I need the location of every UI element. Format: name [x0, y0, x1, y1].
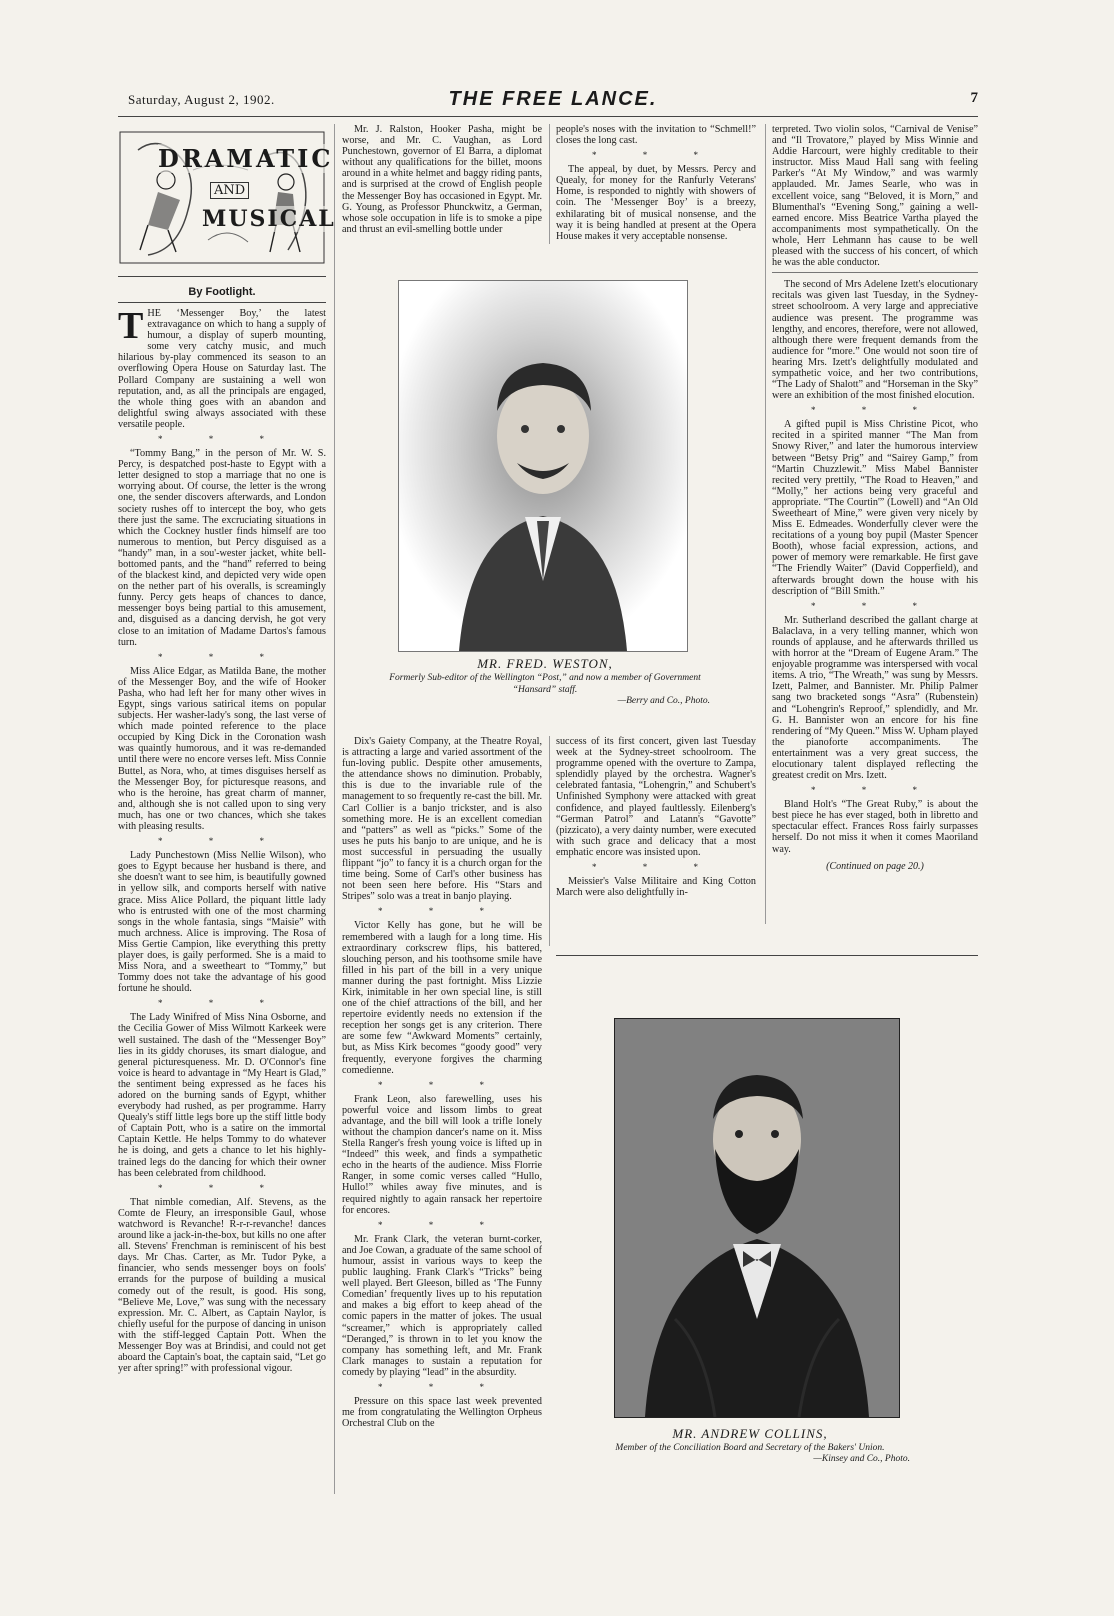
column-divider-2-bottom: [549, 736, 550, 946]
col1-paragraph-1: THE ‘Messenger Boy,’ the latest extravagance on which to hang a supply of humour, a display of superb mounting, some very catchy music, and much hilarious by-play commenced its season to an overflowing Opera House on Saturday last. The Pollard Company are sustaining a well won reputation, and, as all the principals are engaged, the whole thing goes with an abandon and delightful swing always associated with these versatile people.: [118, 308, 326, 430]
section-separator: * * *: [378, 1079, 506, 1090]
col4-rule: [772, 272, 978, 273]
col1-paragraph-4: Lady Punchestown (Miss Nellie Wilson), who goes to Egypt because her husband is there, and she doesn't want to see him, is beautifully gowned in yellow silk, and comports herself with native grace. Miss Alice Pollard, the piquant little lady who is entrusted with one of the most charming songs in the whole fantasia, sings “Maisie” with much archness. Alice is improving. The Rosa of Miss Gertie Campion, like everything this pretty player does, is gaily performed. She is a maid to Miss Nora, and a sweetheart to “Tommy,” but Tommy does not take the advantage of his good fortune he should.: [118, 850, 326, 995]
col3-paragraph-1: success of its first concert, given last Tuesday week at the Sydney-street schoolroom. The programme opened with the overture to Zampa, splendidly played by the orchestra. Wagner's celebrated fantasia, “Lohengrin,” and Schubert's Unfinished Symphony were attacked with great confidence, and played faultlessly. Eilenberg's “German Patrol” and Latann's “Gavotte” (pizzicato), a very dainty number, were executed with such grace and delicacy that a most emphatic encore was insisted upon.: [556, 736, 756, 858]
column-4: [772, 124, 978, 924]
page-number: 7: [970, 90, 978, 106]
column-2-bottom: [342, 736, 542, 1496]
section-separator: * * *: [158, 434, 286, 445]
photo2-credit: —Kinsey and Co., Photo.: [813, 1454, 910, 1464]
section-separator: * * *: [158, 998, 286, 1009]
col2-paragraph-3: Frank Leon, also farewelling, uses his powerful voice and lissom limbs to great advantage, and the bill will look a trifle lonely without the champion dancer's name on it. Miss Stella Ranger's fresh young voice is lifted up in “Indeed” this week, and finds a sympathetic echo in the hearts of the audience. Miss Florrie Ranger, in some comic verses called “Hullo, Hullo!” whiles away five minutes, and is required nightly to again ransack her repertoire for encores.: [342, 1093, 542, 1216]
issue-date: Saturday, August 2, 1902.: [128, 92, 275, 107]
column-3-top: [556, 124, 756, 244]
col1-paragraph-3: Miss Alice Edgar, as Matilda Bane, the mother of the Messenger Boy, and the wife of Hooker Pasha, who had left her for many other wives in Egypt, sings various satirical items on popular subjects. Her washer-lady's song, the last verse of which made pointed reference to the place occupied by King Dick in the Coronation wash was quaintly humorous, and it was re-demanded until there were no encore verses left. Miss Connie Buttel, as Nora, who, at times disguises herself as the Messenger Boy, for picturesque reasons, and who is the heroine, has great charm of manner, and, although she is not called upon to sing very much, has one or two chances, which she takes with pleasing results.: [118, 665, 326, 833]
col3-top-paragraph-1: people's noses with the invitation to “Schmell!” closes the long cast.: [556, 124, 756, 147]
col1-paragraph-5: The Lady Winifred of Miss Nina Osborne, and the Cecilia Gower of Miss Wilmott Karkeek were well sustained. The dash of the “Messenger Boy” lies in its giddy choruses, its smart dialogue, and general picturesqueness. Mr. D. O'Connor's fine voice is heard to advantage in “My Heart is Glad,” the sentiment being expressed as he faces his adored on the burning sands of Egypt, whither everybody had rushed, as per programme. Harry Quealy's stiff little legs bore up the stiff little body of Captain Pott, who is a satire on the immortal Captain Kettle. He helps Tommy to do whatever he is doing, and gets a chance to let his highly-trained legs do the dancing for which their owner has been celebrated from childhood.: [118, 1012, 326, 1179]
portrait-fred-weston-svg: [399, 281, 687, 651]
newspaper-title: THE FREE LANCE.: [448, 88, 658, 110]
column-3-bottom: [556, 736, 756, 946]
section-separator: * * *: [158, 1182, 286, 1193]
column-divider-3: [765, 124, 766, 924]
masthead: [128, 90, 978, 114]
portrait-andrew-collins-svg: [615, 1019, 899, 1417]
col2-paragraph-2: Victor Kelly has gone, but he will be remembered with a laugh for a long time. His extraordinary corkscrew flips, his battered, slouching person, and his toothsome smile have filled in his part of the bill in a very unique manner during the past fortnight. Miss Lizzie Kirk, inimitable in her own special line, is still one of the chief attractions of the bill, and her repertoire evidently needs no extension if the reception her songs get is any criterion. There are some few “Awkward Moments” certainly, but, as Miss Kirk becomes “goody good” very frequently, everyone forgives the charming comedienne.: [342, 920, 542, 1076]
section-rule-middle: [556, 955, 978, 956]
photo1-name: MR. FRED. WESTON,: [477, 656, 613, 671]
col2-paragraph-4: Mr. Frank Clark, the veteran burnt-corker, and Joe Cowan, a graduate of the same school of humour, assist in various ways to keep the public laughing. Frank Clark's “Tricks” being well played. Bert Gleeson, billed as ‘The Funny Comedian’ frequently lives up to his reputation and makes a big effort to keep ahead of the comic papers in the matter of jokes. The usual “screamer,” which is appropriately called “Deranged,” is thrown in to let you know the company has something left, and Mr. Frank Clark manages to sustain a reputation for comedy by playing “lead” in the absurdity.: [342, 1233, 542, 1378]
section-separator: * * *: [592, 150, 720, 161]
header-title-and: AND: [210, 182, 249, 199]
column-2-top: [342, 124, 542, 244]
drop-cap: T: [118, 308, 144, 347]
photo2-caption: [590, 1426, 910, 1464]
header-title-dramatic: DRAMATIC: [158, 144, 334, 173]
photo2-name: MR. ANDREW COLLINS,: [672, 1426, 828, 1441]
col4-paragraph-2: The second of Mrs Adelene Izett's elocutionary recitals was given last Tuesday, in the Sydney-street schoolroom. A very large and appreciative audience was present. The programme was lengthy, and encores, therefore, were not allowed, although there were frequent demands from the audience for “more.” One would not soon tire of hearing Mrs. Izett's delightfully modulated and sympathetic voice, and her two contributions, “The Lady of Shalott” and “Horseman in the Sky” were an exhibition of the most finished elocution.: [772, 279, 978, 402]
section-separator: * * *: [811, 785, 939, 796]
section-separator: * * *: [378, 1381, 506, 1392]
col4-paragraph-5: Bland Holt's “The Great Ruby,” is about the best piece he has ever staged, both in libretto and spectacular effect. Frances Ross fairly surpasses herself. Do not miss it when it comes Maoriland way.: [772, 799, 978, 855]
photo2-subtitle: Member of the Conciliation Board and Secretary of the Bakers' Union.: [615, 1443, 885, 1453]
column-divider-1: [334, 124, 335, 1494]
photo1-credit: —Berry and Co., Photo.: [617, 696, 710, 706]
section-separator: * * *: [378, 906, 506, 917]
col3-top-paragraph-2: The appeal, by duet, by Messrs. Percy and Quealy, for money for the Ranfurly Veterans' Home, is responded to nightly with showers of coin. The ‘Messenger Boy’ is a breezy, exhilarating bit of musical nonsense, and the way it is being handled at present at the Opera House makes it very acceptable nonsense.: [556, 164, 756, 242]
section-separator: * * *: [592, 862, 720, 873]
col1-paragraph-6: That nimble comedian, Alf. Stevens, as the Comte de Fleury, an irresponsible Gaul, whose watchword is Revanche! R-r-r-revanche! dances around like a jack-in-the-box, but kills no one after all. Stevens' Frenchman is reminiscent of his best days. Mr Chas. Carter, as Mr. Tudor Pyke, a financier, who sends messenger boys on fools' errands for the purpose of building a musical comedy out of the result, is good. His song, “Believe Me, Love,” was sung with the necessary expression. Mr. C. Albert, as Captain Naylor, is chiefly useful for the purpose of dancing in unison with the stiff-legged Captain Pott. When the Messenger Boy was at Brindisi, and could not get aboard the Captain's boat, the captain said, “Let go yer after spring!” with professional vigour.: [118, 1196, 326, 1375]
column-1: [118, 308, 326, 1488]
photo-fred-weston: [398, 280, 688, 652]
continued-note: (Continued on page 20.): [826, 860, 924, 872]
section-separator: * * *: [378, 1219, 506, 1230]
header-rule-bottom: [118, 302, 326, 303]
header-title-musical: MUSICAL: [202, 206, 336, 232]
section-separator: * * *: [811, 600, 939, 611]
section-separator: * * *: [158, 836, 286, 847]
col2-paragraph-1: Dix's Gaiety Company, at the Theatre Royal, is attracting a large and varied assortment of the fun-loving public. Despite other amusements, the attendance shows no diminution. Probably, this is due to the invariable rule of the management to so frequently re-cast the bill. Mr. Carl Collier is a banjo trickster, and is also something more. He is an excellent comedian and “patters” as well as “picks.” Some of the uses he puts his banjo to are unique, and he is most successful in persuading the usually flippant “jo” to fancy it is a church organ for the time being. Some of Carl's other business has not been seen here before. His “Stars and Stripes” solo was a treat in banjo playing.: [342, 736, 542, 903]
column-divider-2: [549, 124, 550, 244]
header-rule-top: [118, 276, 326, 277]
col4-paragraph-1: terpreted. Two violin solos, “Carnival de Venise” and “Il Trovatore,” played by Miss Winnie and Addie Harcourt, were highly creditable to their instructor. Miss Maud Hall sang with feeling Parker's “At My Window,” and was warmly applauded. Mr. James Searle, who was in excellent voice, sang “Beloved, it is Morn,” and Blumenthal's “Evening Song,” gaining a well-earned encore. Miss Beatrice Vartha played the accompaniments most sympathetically. On the whole, Herr Lehmann has cause to be well pleased with the success of his concert, of which he was the able conductor.: [772, 124, 978, 269]
photo1-subtitle: Formerly Sub-editor of the Wellington “Post,” and now a member of Government “Hansard” staff.: [389, 673, 701, 695]
photo1-caption: [380, 656, 710, 706]
photo-andrew-collins: [614, 1018, 900, 1418]
section-separator: * * *: [158, 651, 286, 662]
col2-paragraph-5: Pressure on this space last week prevented me from congratulating the Wellington Orpheus Orchestral Club on the: [342, 1395, 542, 1430]
col4-paragraph-3: A gifted pupil is Miss Christine Picot, who recited in a spirited manner “The Man from Snowy River,” and later the humorous interview between “Betsy Prig” and “Sairey Gamp,” from “Martin Chuzzlewit.” Miss Mabel Bannister recited very prettily, “The Road to Heaven,” and “Molly,” her actions being very graceful and appropriate. “The Courtin'” (Lowell) and “An Old Sweetheart of Mine,” were given very nicely by Miss E. Edmeades. Wonderfully clever were the recitations of a young boy pupil (Master Spencer Booth), whose facial expression, actions, and power of memory were remarkable. He first gave “The Friendly Waiter” (David Copperfield), and afterwards brought down the house with his description of “Bill Smith.”: [772, 419, 978, 597]
dramatic-musical-header-illustration: [118, 130, 336, 265]
col1-paragraph-2: “Tommy Bang,” in the person of Mr. W. S. Percy, is despatched post-haste to Egypt with a letter designed to stop a marriage that no one is worrying about. Of course, the letter is the wrong one, the sender discovers afterwards, and London society rushes off to intercept the boy, who gets there just the same. The excruciating situations in which the Cockney hustler finds himself are too numerous to mention, but Percy disguised as a “handy” man, in a sou'-wester jacket, white bell-bottomed pants, and the “hand” referred to being of the blackest kind, and depicted very wide open on the nether part of his overalls, is screamingly funny. Percy gets heaps of chances to dance, messenger boys being partial to this amusement, and, disguised as a dancing dervish, he got very close to an imitation of Madame Dartos's famous turn.: [118, 448, 326, 648]
byline: By Footlight.: [188, 286, 256, 298]
section-separator: * * *: [811, 405, 939, 416]
col2-top-paragraph: Mr. J. Ralston, Hooker Pasha, might be worse, and Mr. C. Vaughan, as Lord Punchestown, governor of El Barra, a diplomat without any qualifications for the billet, moons around in a white helmet and baggy riding pants, and is surprised at the crowd of English people the Messenger Boy has occasioned in Egypt. Mr. G. Young, as Professor Phunckwitz, a German, whose sole occupation in life is to smoke a pipe and thrust an evil-smelling bottle under: [342, 124, 542, 235]
col3-paragraph-2: Meissier's Valse Militaire and King Cotton March were also delightfully in-: [556, 876, 756, 899]
col4-paragraph-4: Mr. Sutherland described the gallant charge at Balaclava, in a very telling manner, which won rounds of applause, and he afterwards thrilled us with horror at the “Dream of Eugene Aram.” The enjoyable programme was interspersed with vocal items. A trio, “The Wreath,” was sung by Messrs. Izett, Palmer, and Bannister. Mr. Philip Palmer sang two bracketed songs “Asra” (Rubenstein) and “Lohengrin's Reproof,” splendidly, and Mr. G. H. Bannister won an encore for his fine rendering of “My Queen.” Miss W. Upham played the pianoforte accompaniments. The entertainment was a very great success, the elocutionary talent displayed reflecting the greatest credit on Mrs. Izett.: [772, 614, 978, 782]
masthead-rule: [118, 116, 978, 117]
